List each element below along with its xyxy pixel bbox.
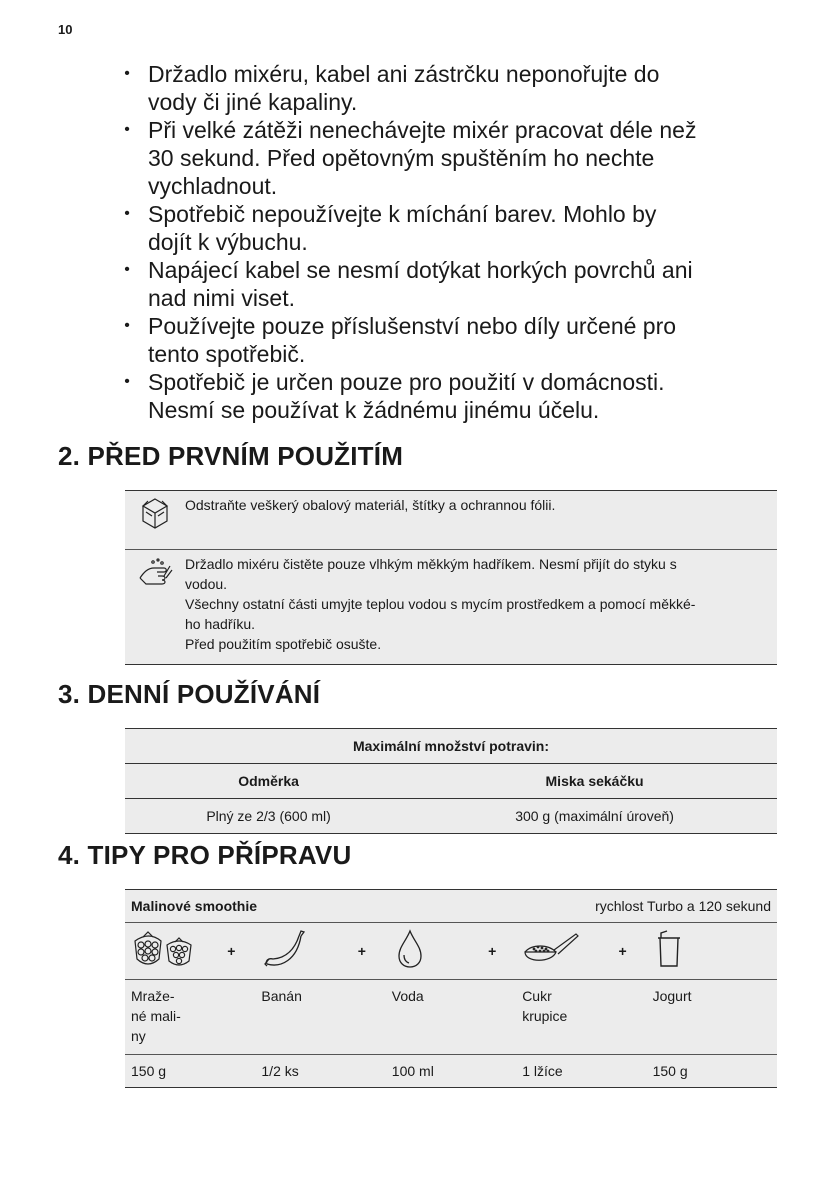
ingredient-amount: 1 lžíce: [522, 1063, 563, 1079]
plus-sign: +: [227, 943, 236, 959]
recipe-table: [125, 889, 777, 1088]
raspberries-icon: [131, 929, 197, 974]
bullet-item: [120, 312, 800, 368]
ingredient-name: Mraže- né mali- ny: [131, 988, 181, 1044]
table-title: Maximální množství potravin:: [125, 729, 777, 764]
ingredient-icon-cell: [386, 923, 516, 979]
unpack-box-icon: [125, 491, 185, 549]
sugar-spoon-icon: [522, 930, 580, 973]
bullet-text: Napájecí kabel se nesmí dotýkat horkých povrchů ani: [148, 257, 693, 283]
bullet-text: dojít k výbuchu.: [148, 229, 308, 255]
ingredient-amounts-row: [125, 1055, 777, 1087]
bullet-text: Používejte pouze příslušenství nebo díly určené pro: [148, 313, 677, 339]
banana-icon: [261, 928, 309, 975]
bullet-text: vychladnout.: [148, 173, 278, 199]
ingredient-amount: 150 g: [652, 1063, 688, 1079]
bullet-text: tento spotřebič.: [148, 341, 306, 367]
bullet-item: [120, 368, 800, 424]
recipe-setting: rychlost Turbo a 120 sekund: [595, 898, 771, 914]
bullet-text: Spotřebič nepoužívejte k míchání barev. Mohlo by: [148, 201, 657, 227]
page-number: 10: [58, 22, 73, 37]
plus-sign: +: [357, 943, 366, 959]
section-heading-before-first-use: 2. PŘED PRVNÍM POUŽITÍM: [58, 441, 404, 471]
ingredient-name: Voda: [391, 988, 424, 1004]
ingredient-icons-row: [125, 923, 777, 980]
plus-sign: +: [488, 943, 497, 959]
column-header: Miska sekáčku: [412, 764, 777, 799]
ingredient-names-row: [125, 980, 777, 1055]
max-quantity-table: [125, 728, 777, 834]
ingredient-icon-cell: [125, 923, 255, 979]
section-heading-daily-use: 3. DENNÍ POUŽÍVÁNÍ: [58, 679, 321, 709]
bullet-text: 30 sekund. Před opětovným spuštěním ho nechte: [148, 145, 655, 171]
bullet-dot: •: [124, 65, 130, 82]
note-row: [125, 549, 777, 664]
bullet-text: vody či jiné kapaliny.: [148, 89, 358, 115]
table-cell: 300 g (maximální úroveň): [412, 799, 777, 834]
water-drop-icon: [396, 929, 424, 974]
bullet-text: Při velké zátěži nenechávejte mixér pracovat déle než: [148, 117, 697, 143]
note-text: Odstraňte veškerý obalový materiál, štítky a ochrannou fólii.: [185, 497, 556, 513]
column-header: Odměrka: [125, 764, 412, 799]
yogurt-cup-icon: [655, 928, 683, 975]
bullet-dot: •: [124, 205, 130, 222]
ingredient-amount: 100 ml: [391, 1063, 434, 1079]
safety-bullet-list: [120, 60, 800, 424]
note-text: Držadlo mixéru čistěte pouze vlhkým měkkým hadříkem. Nesmí přijít do styku s vodou. Všechny ostatní části umyjte teplou vodou s mycím prostředkem a pomocí měkké- ho hadříku. Před použitím spotřebič osušte.: [185, 556, 696, 652]
recipe-name: Malinové smoothie: [131, 898, 258, 914]
ingredient-name: Jogurt: [652, 988, 692, 1004]
bullet-dot: •: [124, 373, 130, 390]
ingredient-name: Banán: [261, 988, 302, 1004]
ingredient-amount: 1/2 ks: [261, 1063, 299, 1079]
hand-cleaning-icon: [125, 550, 185, 664]
bullet-item: [120, 116, 800, 200]
bullet-text: Spotřebič je určen pouze pro použití v domácnosti.: [148, 369, 665, 395]
bullet-dot: •: [124, 121, 130, 138]
note-row: [125, 491, 777, 549]
table-cell: Plný ze 2/3 (600 ml): [125, 799, 412, 834]
bullet-text: Nesmí se používat k žádnému jinému účelu.: [148, 397, 600, 423]
bullet-text: nad nimi viset.: [148, 285, 296, 311]
bullet-dot: •: [124, 317, 130, 334]
ingredient-icon-cell: [647, 923, 777, 979]
bullet-item: [120, 256, 800, 312]
recipe-title-row: [125, 890, 777, 923]
plus-sign: +: [618, 943, 627, 959]
bullet-text: Držadlo mixéru, kabel ani zástrčku neponořujte do: [148, 61, 660, 87]
bullet-item: [120, 60, 800, 116]
ingredient-name: Cukr krupice: [522, 988, 568, 1024]
before-first-use-notes: [125, 490, 777, 665]
ingredient-icon-cell: [255, 923, 385, 979]
ingredient-icon-cell: [516, 923, 646, 979]
section-heading-preparation-tips: 4. TIPY PRO PŘÍPRAVU: [58, 840, 352, 870]
bullet-dot: •: [124, 261, 130, 278]
bullet-item: [120, 200, 800, 256]
ingredient-amount: 150 g: [131, 1063, 167, 1079]
